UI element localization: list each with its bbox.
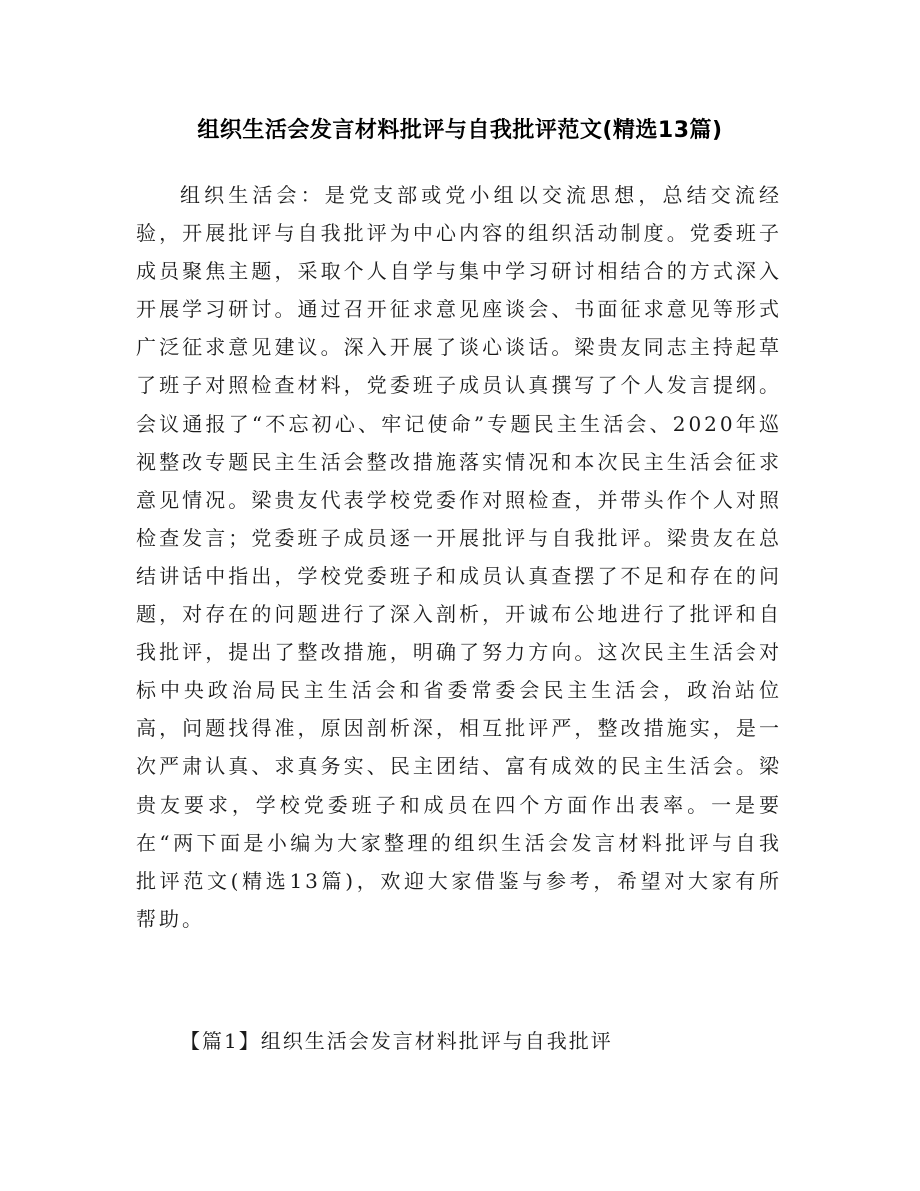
section-heading: 【篇1】组织生活会发言材料批评与自我批评: [180, 1029, 613, 1053]
intro-paragraph: 组织生活会：是党支部或党小组以交流思想，总结交流经验，开展批评与自我批评为中心内容的组织活动制度。党委班子成员聚焦主题，采取个人自学与集中学习研讨相结合的方式深入开展学习研讨。通过召开征求意见座谈会、书面征求意见等形式广泛征求意见建议。深入开展了谈心谈话。梁贵友同志主持起草了班子对照检查材料，党委班子成员认真撰写了个人发言提纲。会议通报了“不忘初心、牢记使命”专题民主生活会、2020年巡视整改专题民主生活会整改措施落实情况和本次民主生活会征求意见情况。梁贵友代表学校党委作对照检查，并带头作个人对照检查发言；党委班子成员逐一开展批评与自我批评。梁贵友在总结讲话中指出，学校党委班子和成员认真查摆了不足和存在的问题，对存在的问题进行了深入剖析，开诚布公地进行了批评和自我批评，提出了整改措施，明确了努力方向。这次民主生活会对标中央政治局民主生活会和省委常委会民主生活会，政治站位高，问题找得准，原因剖析深，相互批评严，整改措施实，是一次严肃认真、求真务实、民主团结、富有成效的民主生活会。梁贵友要求，学校党委班子和成员在四个方面作出表率。一是要在“两下面是小编为大家整理的组织生活会发言材料批评与自我批评范文(精选13篇)，欢迎大家借鉴与参考，希望对大家有所帮助。: [136, 183, 782, 931]
document-title: 组织生活会发言材料批评与自我批评范文(精选13篇): [197, 118, 723, 143]
